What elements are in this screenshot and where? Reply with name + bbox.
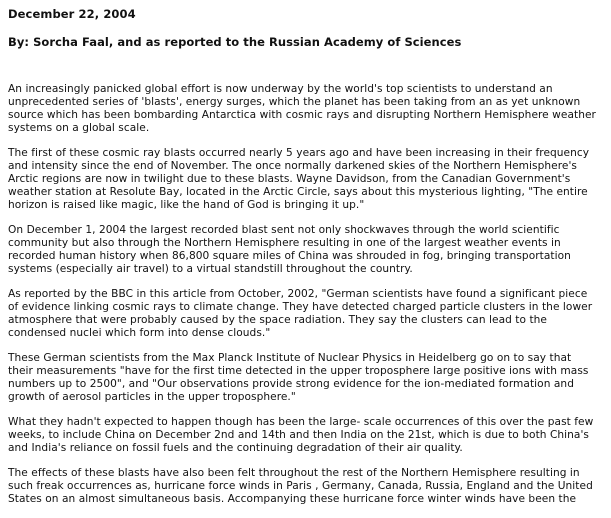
text-line: What they hadn't expected to happen though has been the large- scale occurrences of this over the past few <box>8 416 594 428</box>
article <box>8 7 608 518</box>
text-line: On December 1, 2004 the largest recorded blast sent not only shockwaves through the world scientific <box>8 224 560 236</box>
text-line: Arctic regions are now in twilight due to these blasts. Wayne Davidson, from the Canadian Government's <box>8 173 571 185</box>
text-line: weeks, to include China on December 2nd and 14th and then India on the 21st, which is due to both China's <box>8 429 589 441</box>
text-line: The first of these cosmic ray blasts occurred nearly 5 years ago and have been increasing in their frequency <box>8 147 590 159</box>
paragraph-3 <box>8 224 608 276</box>
article-date: December 22, 2004 <box>8 7 136 21</box>
article-byline: By: Sorcha Faal, and as reported to the Russian Academy of Sciences <box>8 35 462 49</box>
paragraph-6 <box>8 416 608 455</box>
text-line: growth of aerosol particles in the upper troposphere." <box>8 391 296 403</box>
text-line: systems on a global scale. <box>8 122 150 134</box>
text-line: unprecedented series of 'blasts', energy surges, which the planet has been taking from an as yet unknown <box>8 96 581 108</box>
paragraph-2 <box>8 147 608 212</box>
text-line: The effects of these blasts have also been felt throughout the rest of the Northern Hemisphere resulting in <box>8 467 580 479</box>
text-line: recorded human history when 86,800 square miles of China was shrouded in fog, bringing transportation <box>8 250 571 262</box>
text-line: weather station at Resolute Bay, located in the Arctic Circle, says about this mysterious lighting, "The entire <box>8 186 588 198</box>
text-line: numbers up to 2500", and "Our observations provide strong evidence for the ion-mediated formation and <box>8 378 574 390</box>
text-line: atmosphere that were probably caused by the space radiation. They say the clusters can lead to the <box>8 314 547 326</box>
paragraph-5 <box>8 352 608 404</box>
text-line: horizon is raised like magic, like the hand of God is bringing it up." <box>8 199 365 211</box>
text-line: of evidence linking cosmic rays to climate change. They have detected charged particle clusters in the lower <box>8 301 593 313</box>
text-line: condensed nuclei which form into dense clouds." <box>8 327 271 339</box>
text-line: their measurements "have for the first time detected in the upper troposphere large positive ions with mass <box>8 365 589 377</box>
paragraph-7 <box>8 467 608 506</box>
text-line: and India's reliance on fossil fuels and the continuing degradation of their air quality. <box>8 442 463 454</box>
text-line: source which has been bombarding Antarctica with cosmic rays and disrupting Northern Hemisphere weather <box>8 109 596 121</box>
text-line: An increasingly panicked global effort is now underway by the world's top scientists to understand an <box>8 83 553 95</box>
text-line: such freak occurrences as, hurricane force winds in Paris , Germany, Canada, Russia, England and the United <box>8 480 593 492</box>
text-line: and intensity since the end of November. The once normally darkened skies of the Northern Hemisphere's <box>8 160 577 172</box>
paragraph-1 <box>8 83 608 135</box>
text-line: systems (especially air travel) to a virtual standstill throughout the country. <box>8 263 413 275</box>
text-line: community but also through the Northern Hemisphere resulting in one of the largest weather events in <box>8 237 561 249</box>
text-line: As reported by the BBC in this article from October, 2002, "German scientists have found a significant piece <box>8 288 588 300</box>
text-line: These German scientists from the Max Planck Institute of Nuclear Physics in Heidelberg go on to say that <box>8 352 572 364</box>
text-line: States on an almost simultaneous basis. Accompanying these hurricane force winter winds have been the <box>8 493 577 505</box>
paragraph-4 <box>8 288 608 340</box>
